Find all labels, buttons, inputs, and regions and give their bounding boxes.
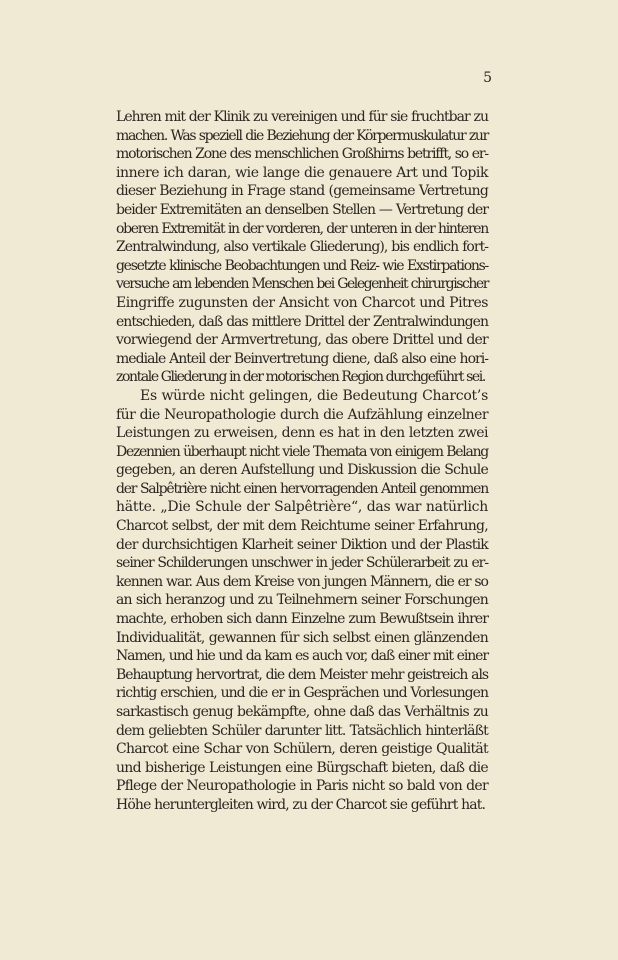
- text-line: und bisherige Leistungen eine Bürgschaft bieten, daß die: [116, 759, 488, 776]
- text-line: richtig erschien, und die er in Gesprächen und Vorlesungen: [116, 685, 488, 702]
- body-text: [116, 108, 488, 815]
- text-line: Behauptung hervortrat, die dem Meister mehr geistreich als: [116, 666, 488, 683]
- text-line: Charcot eine Schar von Schülern, deren geistige Qualität: [116, 741, 488, 758]
- text-line: kennen war. Aus dem Kreise von jungen Männern, die er so: [116, 573, 488, 590]
- text-line: Pflege der Neuropathologie in Paris nicht so bald von der: [116, 778, 488, 795]
- text-line: gegeben, an deren Aufstellung und Diskussion die Schule: [116, 462, 488, 479]
- text-line: Namen, und hie und da kam es auch vor, daß einer mit einer: [116, 648, 488, 665]
- text-line: sarkastisch genug bekämpfte, ohne daß das Verhältnis zu: [116, 704, 488, 720]
- paragraph-1: [116, 108, 488, 387]
- text-line: machen. Was speziell die Beziehung der Körpermuskulatur zur: [116, 127, 488, 144]
- text-line: Eingriffe zugunsten der Ansicht von Charcot und Pitres: [116, 294, 488, 311]
- text-line: an sich heranzog und zu Teilnehmern seiner Forschungen: [116, 592, 488, 609]
- text-line: vorwiegend der Armvertretung, das obere Drittel und der: [116, 332, 488, 349]
- text-line: beider Extremitäten an denselben Stellen — Vertretung der: [116, 201, 488, 218]
- text-line: der durchsichtigen Klarheit seiner Diktion und der Plastik: [116, 536, 488, 553]
- text-line: hätte. „Die Schule der Salpêtrière“, das war natürlich: [116, 499, 488, 516]
- text-line: Lehren mit der Klinik zu vereinigen und für sie fruchtbar zu: [116, 109, 488, 125]
- text-line: innere ich daran, wie lange die genauere Art und Topik: [116, 164, 488, 181]
- text-line: entschieden, daß das mittlere Drittel der Zentralwindungen: [116, 313, 488, 330]
- text-line: machte, erhoben sich dann Einzelne zum Bewußtsein ihrer: [116, 611, 488, 628]
- text-line: Höhe heruntergleiten wird, zu der Charcot sie geführt hat.: [116, 796, 486, 813]
- text-line: Zentralwindung, also vertikale Gliederung), bis endlich fort-: [116, 239, 488, 256]
- text-line: oberen Extremität in der vorderen, der unteren in der hinteren: [116, 220, 488, 237]
- text-line: Dezennien überhaupt nicht viele Themata von einigem Belang: [116, 443, 488, 460]
- text-line: dem geliebten Schüler darunter litt. Tatsächlich hinterläßt: [116, 722, 488, 739]
- text-line: seiner Schilderungen unschwer in jeder Schülerarbeit zu er-: [116, 555, 488, 572]
- paragraph-2: [116, 387, 488, 815]
- text-line: Leistungen zu erweisen, denn es hat in den letzten zwei: [116, 425, 488, 442]
- text-line: für die Neuropathologie durch die Aufzählung einzelner: [116, 406, 488, 423]
- text-line: zontale Gliederung in der motorischen Region durchgeführt sei.: [116, 369, 485, 386]
- text-line: der Salpêtrière nicht einen hervorragenden Anteil genommen: [116, 480, 488, 497]
- text-line: versuche am lebenden Menschen bei Gelegenheit chirurgischer: [116, 276, 488, 293]
- text-line: Charcot selbst, der mit dem Reichtume seiner Erfahrung,: [116, 518, 488, 535]
- text-line: gesetzte klinische Beobachtungen und Reiz- wie Exstirpations-: [116, 257, 488, 274]
- text-line: motorischen Zone des menschlichen Großhirns betrifft, so er-: [116, 146, 488, 163]
- text-line: mediale Anteil der Beinvertretung diene, daß also eine hori-: [116, 350, 488, 367]
- page-number: 5: [483, 70, 492, 86]
- text-line: dieser Beziehung in Frage stand (gemeinsame Vertretung: [116, 183, 488, 200]
- text-line: Es würde nicht gelingen, die Bedeutung Charcot’s: [140, 387, 488, 404]
- text-line: Individualität, gewannen für sich selbst einen glänzenden: [116, 629, 488, 646]
